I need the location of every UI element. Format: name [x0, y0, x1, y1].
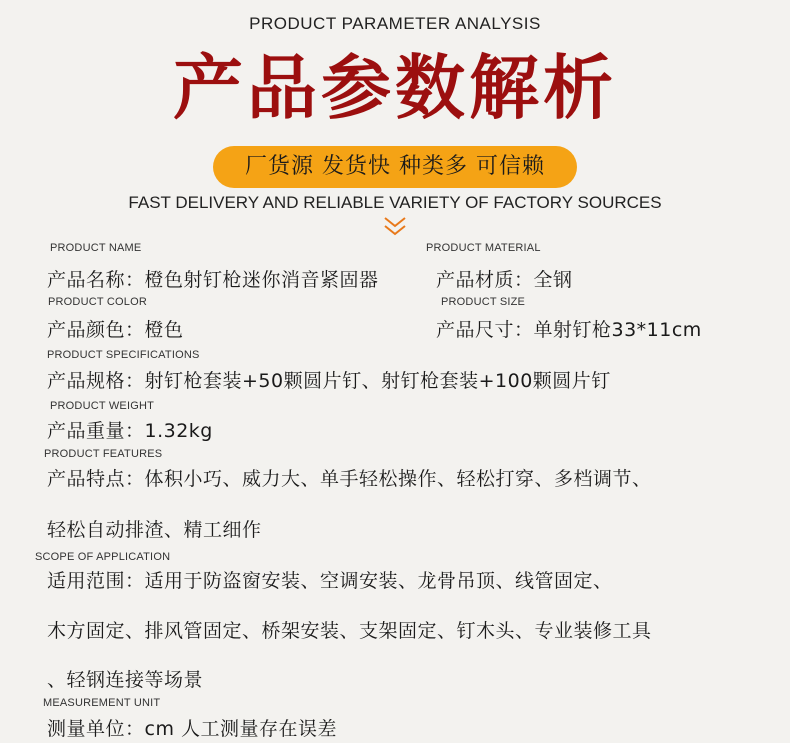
product-color-value: 产品颜色：橙色 — [47, 319, 184, 341]
product-weight-value: 产品重量：1.32kg — [47, 420, 213, 442]
page-title: 产品参数解析 — [173, 47, 617, 129]
measurement-unit-label: MEASUREMENT UNIT — [43, 697, 161, 709]
promo-pill: 厂货源 发货快 种类多 可信赖 — [213, 146, 577, 188]
scope-label: SCOPE OF APPLICATION — [35, 551, 171, 563]
eyebrow-heading: PRODUCT PARAMETER ANALYSIS — [249, 14, 541, 33]
product-color-label: PRODUCT COLOR — [48, 296, 147, 308]
product-specs-value: 产品规格：射钉枪套装+50颗圆片钉、射钉枪套装+100颗圆片钉 — [47, 370, 611, 392]
product-name-value: 产品名称：橙色射钉枪迷你消音紧固器 — [47, 269, 379, 291]
double-chevron-down-icon — [382, 214, 408, 240]
product-specs-label: PRODUCT SPECIFICATIONS — [47, 349, 200, 361]
product-material-label: PRODUCT MATERIAL — [426, 242, 541, 254]
product-weight-label: PRODUCT WEIGHT — [50, 400, 155, 412]
product-size-value: 产品尺寸：单射钉枪33*11cm — [436, 319, 702, 341]
product-features-line-2: 轻松自动排渣、精工细作 — [47, 519, 262, 541]
product-material-value: 产品材质：全钢 — [436, 269, 573, 291]
scope-line-3: 、轻钢连接等场景 — [47, 669, 204, 691]
scope-line-2: 木方固定、排风管固定、桥架安装、支架固定、钉木头、专业装修工具 — [47, 620, 652, 642]
product-features-line-1: 产品特点：体积小巧、威力大、单手轻松操作、轻松打穿、多档调节、 — [47, 468, 652, 490]
tagline: FAST DELIVERY AND RELIABLE VARIETY OF FACTORY SOURCES — [128, 193, 662, 212]
product-name-label: PRODUCT NAME — [50, 242, 142, 254]
scope-line-1: 适用范围：适用于防盗窗安装、空调安装、龙骨吊顶、线管固定、 — [47, 570, 613, 592]
product-features-label: PRODUCT FEATURES — [44, 448, 163, 460]
measurement-unit-value: 测量单位：cm 人工测量存在误差 — [47, 718, 337, 740]
product-size-label: PRODUCT SIZE — [441, 296, 526, 308]
